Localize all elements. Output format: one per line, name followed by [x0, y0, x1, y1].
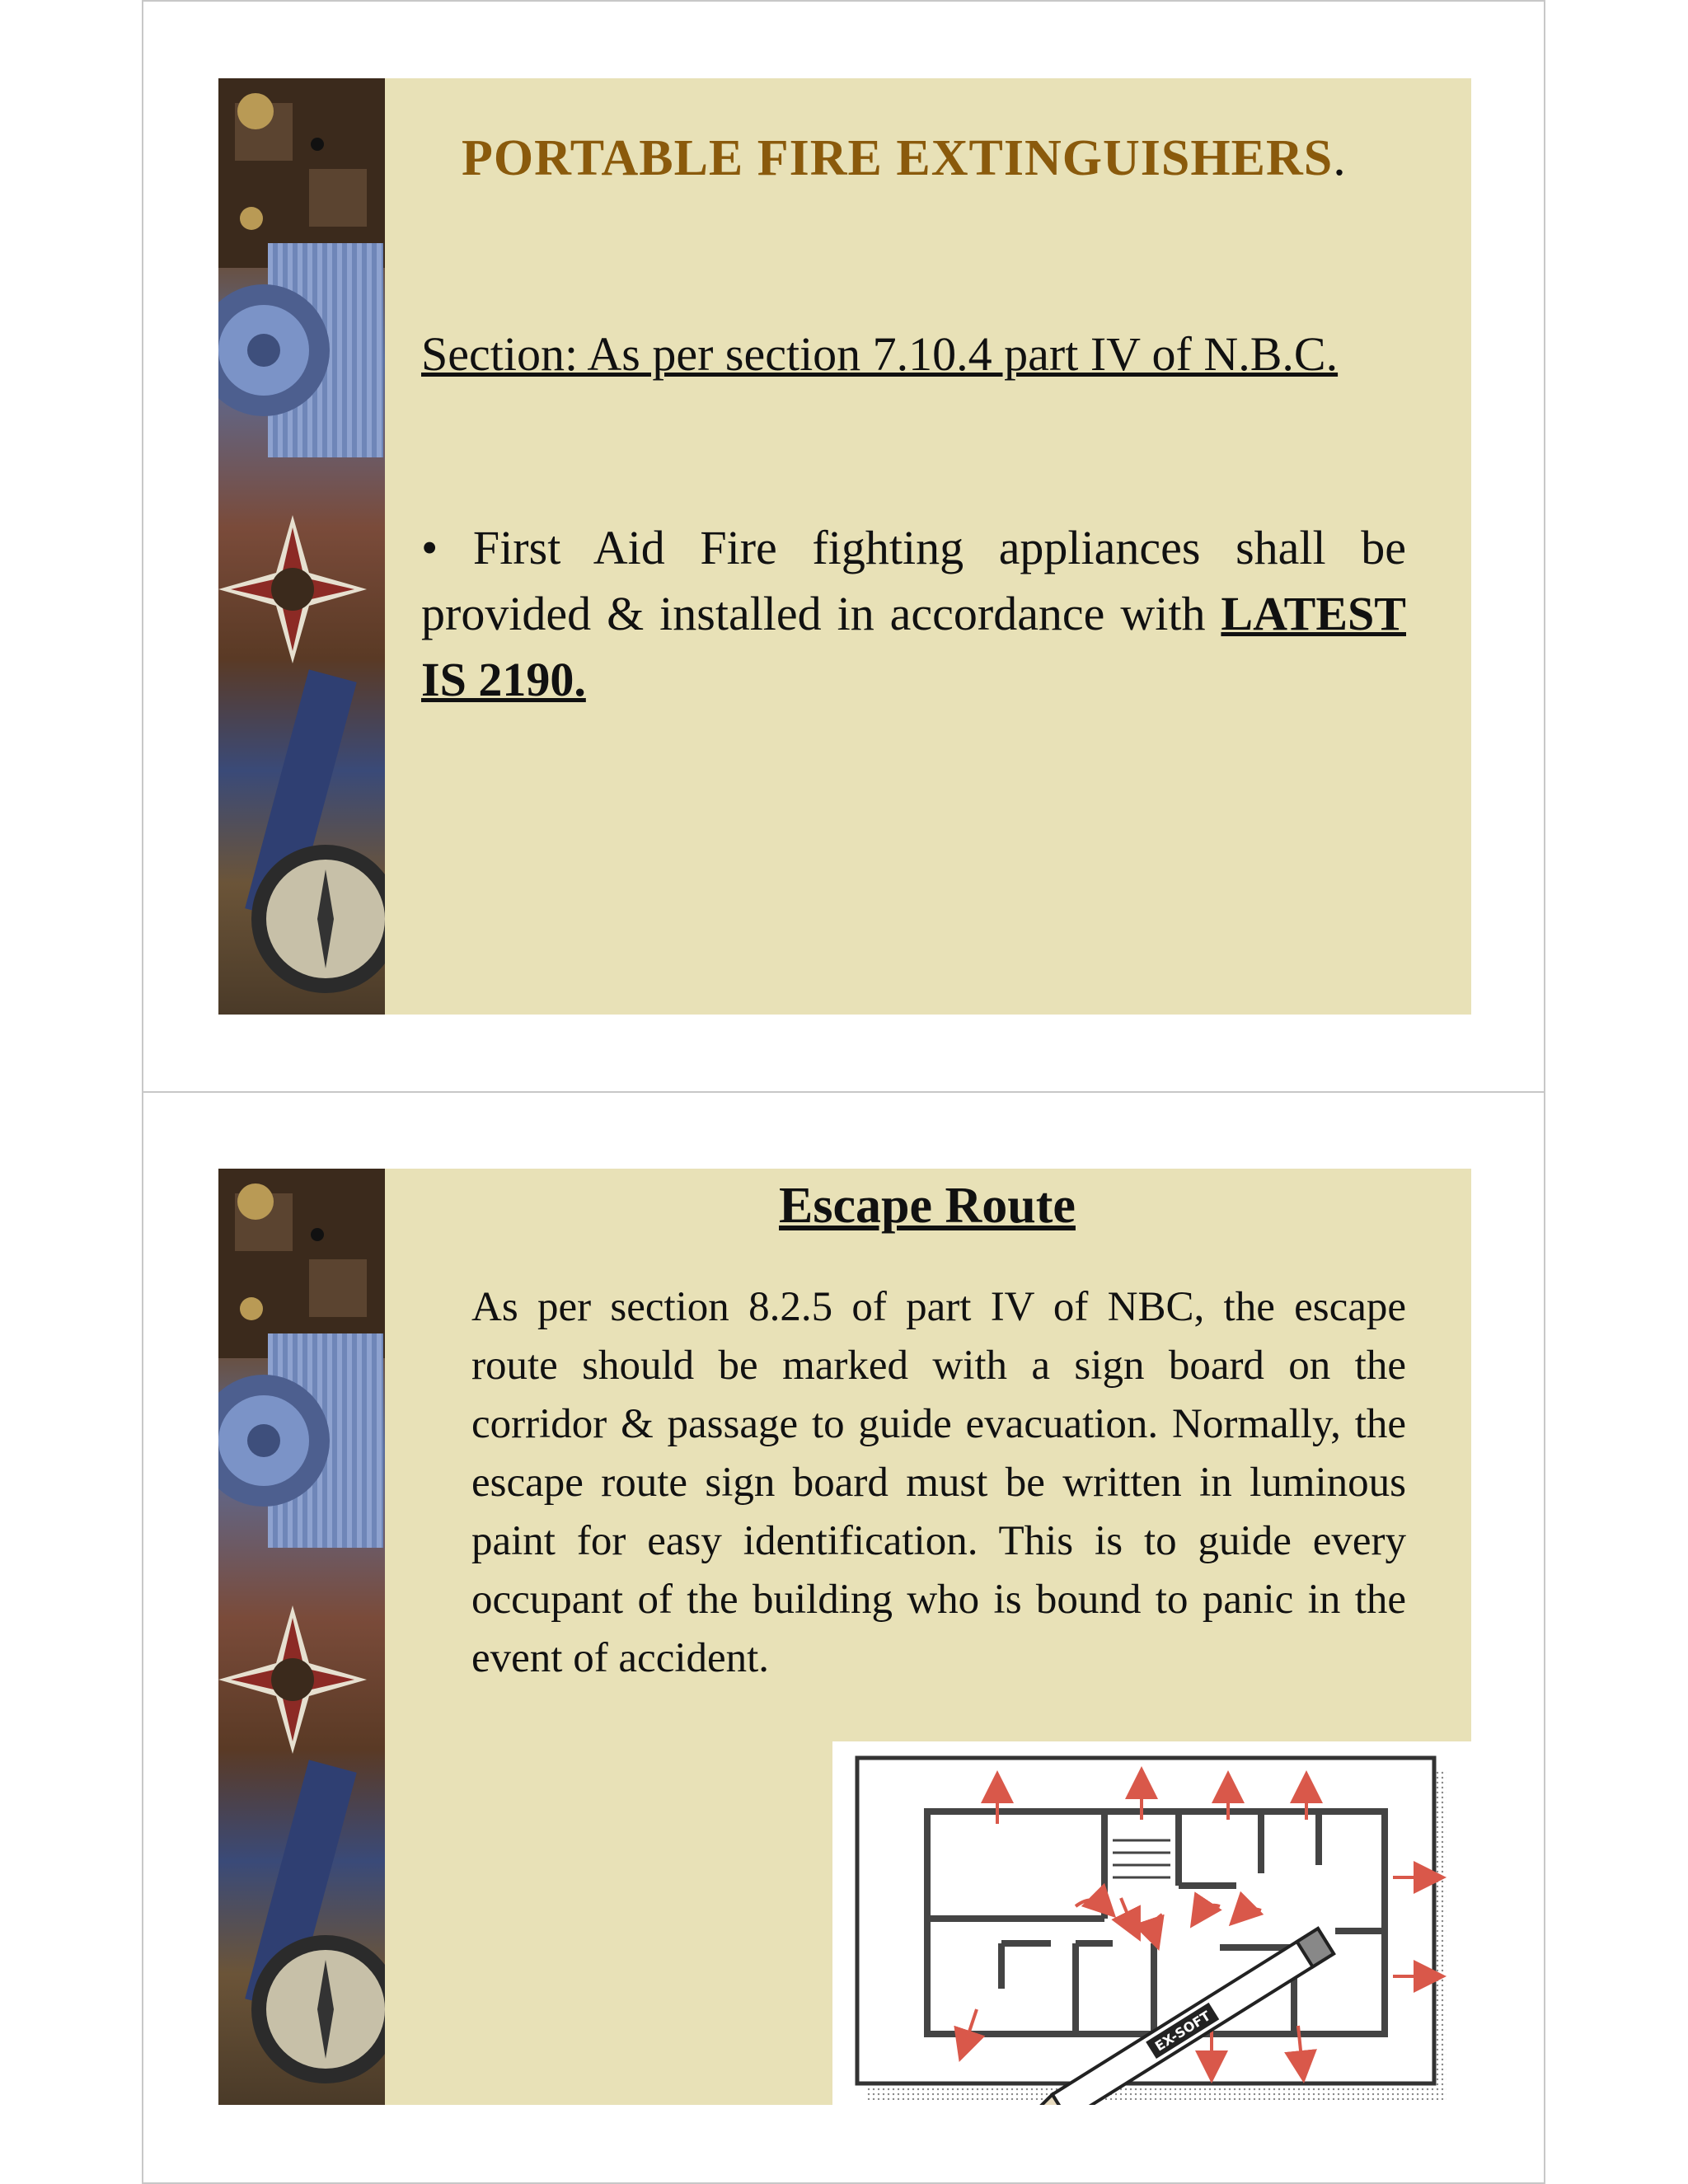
slide-title: PORTABLE FIRE EXTINGUISHERS.	[462, 130, 1347, 186]
section-reference: Section: As per section 7.10.4 part IV of N.B.C.	[421, 327, 1339, 381]
slide-title: Escape Route	[779, 1178, 1076, 1234]
decorative-medal-image	[218, 78, 385, 1015]
floor-plan-illustration	[832, 1741, 1471, 2105]
slide-portable-fire-extinguishers	[218, 78, 1471, 1015]
standard-reference: LATEST IS 2190.	[421, 587, 1406, 706]
slide-escape-route	[218, 1169, 1471, 2105]
pencil-label: EX-SOFT	[1151, 2008, 1214, 2055]
bullet-text: • First Aid Fire fighting appliances shall be provided & installed in accordance with	[421, 521, 1406, 640]
page-divider	[142, 1091, 1545, 1093]
escape-route-description: As per section 8.2.5 of part IV of NBC, the escape route should be marked with a sign board on the corridor & passage to guide evacuation. Normally, the escape route sign board must be written in luminous paint for easy identification. This is to guide every occupant of the building who is bound to panic in the event of accident.	[471, 1284, 1406, 1681]
bullet-item	[421, 515, 1406, 713]
title-period: .	[1333, 130, 1347, 186]
decorative-medal-image	[218, 1169, 385, 2105]
